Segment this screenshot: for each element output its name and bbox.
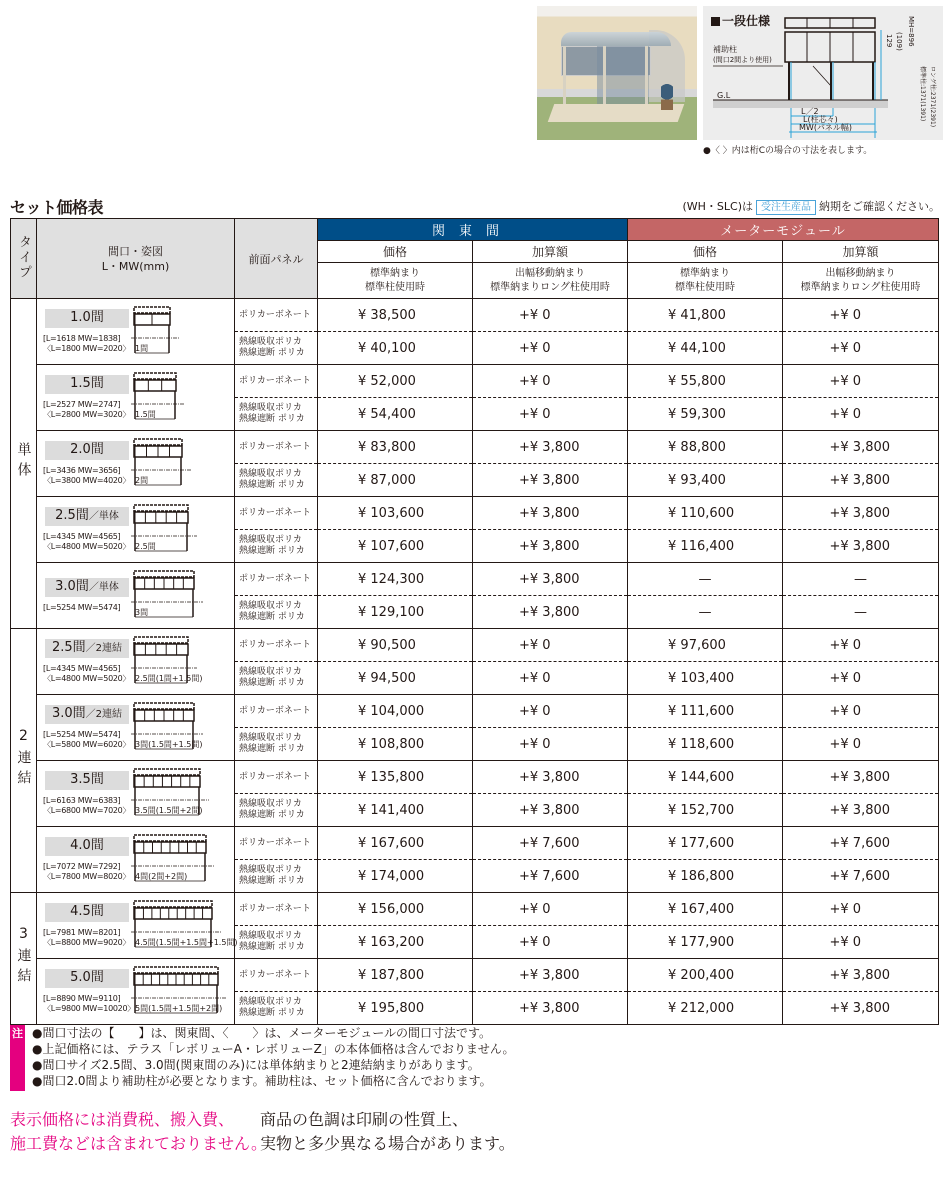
kanto-add: +¥ 3,800 [473, 596, 628, 629]
kanto-price: ¥ 174,000 [318, 860, 473, 893]
kanto-price: ¥ 83,800 [318, 431, 473, 464]
kanto-price: ¥ 187,800 [318, 959, 473, 992]
svg-text:補助柱: 補助柱 [713, 45, 737, 54]
figure-label: 3.5間(1.5間+2間) [135, 806, 203, 815]
kanto-add: +¥ 3,800 [473, 992, 628, 1025]
meter-add: +¥ 0 [783, 695, 939, 728]
meter-price: ¥ 59,300 [628, 398, 783, 431]
dimensions: [L=8890 MW=9110] 〈L=9800 MW=10020〉 [43, 994, 135, 1013]
panel-type: 熱線吸収ポリカ 熱線遮断 ポリカ [235, 926, 318, 959]
svg-text:MH=896: MH=896 [907, 16, 915, 47]
kanto-price: ¥ 124,300 [318, 563, 473, 596]
kanto-add: +¥ 3,800 [473, 431, 628, 464]
table-row [11, 299, 939, 332]
figure-label: 5間(1.5間+1.5間+2間) [135, 1004, 223, 1013]
table-row [11, 365, 939, 398]
meter-price: ¥ 186,800 [628, 860, 783, 893]
size-cell [37, 695, 235, 761]
panel-type: 熱線吸収ポリカ 熱線遮断 ポリカ [235, 794, 318, 827]
meter-price: ¥ 200,400 [628, 959, 783, 992]
svg-text:MW(パネル幅): MW(パネル幅) [799, 123, 853, 132]
panel-type: ポリカーボネート [235, 365, 318, 398]
meter-price: ¥ 41,800 [628, 299, 783, 332]
kanto-price: ¥ 103,600 [318, 497, 473, 530]
type-cell: 単体 [11, 299, 37, 629]
panel-type: 熱線吸収ポリカ 熱線遮断 ポリカ [235, 728, 318, 761]
table-row [11, 563, 939, 596]
kanto-price: ¥ 94,500 [318, 662, 473, 695]
header-meter-price: 価格 [628, 241, 783, 263]
meter-price: ¥ 144,600 [628, 761, 783, 794]
svg-text:L(柱芯々): L(柱芯々) [803, 115, 838, 124]
meter-add: +¥ 3,800 [783, 431, 939, 464]
meter-add: +¥ 3,800 [783, 992, 939, 1025]
kanto-price: ¥ 87,000 [318, 464, 473, 497]
size-cell [37, 563, 235, 629]
color-disclaimer: 商品の色調は印刷の性質上、 実物と多少異なる場合があります。 [260, 1110, 515, 1153]
meter-price: ¥ 44,100 [628, 332, 783, 365]
kanto-add: +¥ 0 [473, 365, 628, 398]
kanto-add: +¥ 0 [473, 629, 628, 662]
figure-label: 1間 [135, 344, 149, 353]
panel-type: ポリカーボネート [235, 959, 318, 992]
panel-type: ポリカーボネート [235, 695, 318, 728]
meter-add: +¥ 3,800 [783, 497, 939, 530]
kanto-add: +¥ 7,600 [473, 860, 628, 893]
kanto-price: ¥ 156,000 [318, 893, 473, 926]
kanto-price: ¥ 141,400 [318, 794, 473, 827]
kanto-add: +¥ 3,800 [473, 497, 628, 530]
figure-label: 3間(1.5間+1.5間) [135, 740, 203, 749]
size-cell [37, 893, 238, 959]
header-size: 間口・姿図 L・MW(mm) [37, 219, 235, 299]
size-label: 3.0間／単体 [45, 578, 129, 597]
table-row [11, 959, 939, 992]
size-cell [37, 959, 235, 1025]
kanto-add: +¥ 0 [473, 728, 628, 761]
order-note-suffix: 納期をご確認ください。 [819, 200, 940, 213]
svg-text:(間口2間より使用): (間口2間より使用) [713, 56, 772, 64]
size-label: 5.0間 [45, 969, 129, 988]
kanto-price: ¥ 40,100 [318, 332, 473, 365]
meter-price: ¥ 177,600 [628, 827, 783, 860]
panel-type: ポリカーボネート [235, 563, 318, 596]
size-label: 1.0間 [45, 309, 129, 328]
order-badge: 受注生産品 [756, 200, 816, 215]
price-table [10, 218, 939, 1025]
meter-add: +¥ 0 [783, 629, 939, 662]
meter-add: +¥ 7,600 [783, 827, 939, 860]
figure-label: 2.5間(1間+1.5間) [135, 674, 203, 683]
table-row [11, 893, 939, 926]
meter-price: ¥ 88,800 [628, 431, 783, 464]
note-item: ●間口寸法の【 】は、関東間、〈 〉は、メーターモジュールの間口寸法です。 [32, 1026, 492, 1040]
panel-type: 熱線吸収ポリカ 熱線遮断 ポリカ [235, 332, 318, 365]
meter-price: ¥ 116,400 [628, 530, 783, 563]
kanto-price: ¥ 167,600 [318, 827, 473, 860]
panel-type: ポリカーボネート [235, 497, 318, 530]
kanto-price: ¥ 52,000 [318, 365, 473, 398]
meter-add: +¥ 7,600 [783, 860, 939, 893]
spec-title: 一段仕様 [711, 12, 770, 29]
order-note [682, 198, 940, 215]
kanto-add: +¥ 3,800 [473, 761, 628, 794]
meter-add: +¥ 0 [783, 299, 939, 332]
panel-type: ポリカーボネート [235, 761, 318, 794]
svg-text:G.L: G.L [717, 91, 731, 100]
kanto-add: +¥ 3,800 [473, 794, 628, 827]
type-cell: 2連結 [11, 629, 37, 893]
size-cell [37, 497, 235, 563]
spec-diagram [703, 6, 943, 140]
kanto-add: +¥ 3,800 [473, 959, 628, 992]
meter-add: +¥ 3,800 [783, 464, 939, 497]
header-kanto-add: 加算額 [473, 241, 628, 263]
meter-price: ¥ 167,400 [628, 893, 783, 926]
kanto-price: ¥ 90,500 [318, 629, 473, 662]
notes [10, 1025, 515, 1089]
table-row [11, 827, 939, 860]
kanto-price: ¥ 195,800 [318, 992, 473, 1025]
kanto-add: +¥ 0 [473, 662, 628, 695]
kanto-add: +¥ 0 [473, 332, 628, 365]
svg-text:標準柱:1371(1391): 標準柱:1371(1391) [919, 66, 926, 122]
figure-label: 2間 [135, 476, 149, 485]
svg-text:129: 129 [885, 34, 893, 48]
meter-add: +¥ 3,800 [783, 761, 939, 794]
header-meter-add: 加算額 [783, 241, 939, 263]
dimensions: [L=7072 MW=7292] 〈L=7800 MW=8020〉 [43, 862, 131, 881]
panel-type: ポリカーボネート [235, 893, 318, 926]
order-note-prefix: (WH・SLC)は [682, 200, 753, 213]
kanto-price: ¥ 108,800 [318, 728, 473, 761]
meter-price: ¥ 97,600 [628, 629, 783, 662]
meter-add: +¥ 0 [783, 398, 939, 431]
tax-disclaimer: 表示価格には消費税、搬入費、 施工費などは含まれておりません。 [10, 1110, 267, 1153]
table-row [11, 497, 939, 530]
meter-price: ¥ 212,000 [628, 992, 783, 1025]
kanto-price: ¥ 129,100 [318, 596, 473, 629]
kanto-price: ¥ 104,000 [318, 695, 473, 728]
header-meter-price-sub: 標準納まり 標準柱使用時 [628, 263, 783, 299]
meter-add: +¥ 0 [783, 926, 939, 959]
figure-label: 4.5間(1.5間+1.5間+1.5間) [135, 938, 238, 947]
size-cell [37, 629, 235, 695]
meter-price: — [628, 596, 783, 629]
kanto-add: +¥ 0 [473, 695, 628, 728]
panel-type: ポリカーボネート [235, 629, 318, 662]
dimensions: [L=4345 MW=4565] 〈L=4800 MW=5020〉 [43, 664, 131, 683]
size-label: 3.0間／2連結 [45, 705, 129, 724]
header-panel: 前面パネル [235, 219, 318, 299]
size-cell [37, 365, 235, 431]
table-row [11, 761, 939, 794]
size-cell [37, 431, 235, 497]
svg-text:ロング柱:2371(2391): ロング柱:2371(2391) [929, 66, 936, 128]
figure-label: 3間 [135, 608, 149, 617]
meter-price: ¥ 177,900 [628, 926, 783, 959]
elevation-drawing [703, 6, 943, 140]
header-type: タイプ [11, 219, 37, 299]
dimensions: [L=5254 MW=5474] [43, 603, 121, 612]
dimensions: [L=6163 MW=6383] 〈L=6800 MW=7020〉 [43, 796, 131, 815]
panel-type: 熱線吸収ポリカ 熱線遮断 ポリカ [235, 662, 318, 695]
figure-label: 4間(2間+2間) [135, 872, 188, 881]
panel-type: 熱線吸収ポリカ 熱線遮断 ポリカ [235, 992, 318, 1025]
panel-type: 熱線吸収ポリカ 熱線遮断 ポリカ [235, 464, 318, 497]
size-cell [37, 299, 235, 365]
meter-add: +¥ 0 [783, 332, 939, 365]
meter-price: ¥ 55,800 [628, 365, 783, 398]
size-cell [37, 761, 235, 827]
figure-label: 2.5間 [135, 542, 156, 551]
dimensions: [L=3436 MW=3656] 〈L=3800 MW=4020〉 [43, 466, 131, 485]
note-item: ●上記価格には、テラス「レボリューA・レボリューZ」の本体価格は含んでおりません。 [32, 1042, 515, 1056]
meter-add: — [783, 596, 939, 629]
table-row [11, 629, 939, 662]
table-row [11, 431, 939, 464]
kanto-price: ¥ 38,500 [318, 299, 473, 332]
header-kanto-add-sub: 出幅移動納まり 標準納まりロング柱使用時 [473, 263, 628, 299]
size-label: 1.5間 [45, 375, 129, 394]
size-cell [37, 827, 235, 893]
table-row [11, 695, 939, 728]
note-tag: 注 [10, 1025, 25, 1091]
meter-add: +¥ 0 [783, 662, 939, 695]
panel-type: ポリカーボネート [235, 299, 318, 332]
dimensions: [L=5254 MW=5474] 〈L=5800 MW=6020〉 [43, 730, 131, 749]
meter-price: — [628, 563, 783, 596]
kanto-add: +¥ 0 [473, 299, 628, 332]
panel-type: 熱線吸収ポリカ 熱線遮断 ポリカ [235, 398, 318, 431]
meter-price: ¥ 118,600 [628, 728, 783, 761]
svg-text:L／2: L／2 [801, 107, 819, 116]
page-title: セット価格表 [10, 198, 104, 217]
spec-note: ●〈 〉内は桁Cの場合の寸法を表します。 [703, 146, 873, 156]
kanto-add: +¥ 0 [473, 398, 628, 431]
panel-type: 熱線吸収ポリカ 熱線遮断 ポリカ [235, 530, 318, 563]
size-label: 4.0間 [45, 837, 129, 856]
kanto-price: ¥ 54,400 [318, 398, 473, 431]
header-meter: メーターモジュール [628, 219, 939, 241]
kanto-add: +¥ 3,800 [473, 464, 628, 497]
kanto-price: ¥ 135,800 [318, 761, 473, 794]
dimensions: [L=4345 MW=4565] 〈L=4800 MW=5020〉 [43, 532, 131, 551]
meter-add: +¥ 0 [783, 728, 939, 761]
kanto-add: +¥ 0 [473, 926, 628, 959]
meter-add: +¥ 0 [783, 365, 939, 398]
meter-price: ¥ 110,600 [628, 497, 783, 530]
note-item: ●間口サイズ2.5間、3.0間(関東間のみ)には単体納まりと2連結納まりがあります。 [32, 1058, 480, 1072]
kanto-add: +¥ 3,800 [473, 563, 628, 596]
figure-label: 1.5間 [135, 410, 156, 419]
dimensions: [L=2527 MW=2747] 〈L=2800 MW=3020〉 [43, 400, 131, 419]
panel-type: ポリカーボネート [235, 827, 318, 860]
meter-price: ¥ 93,400 [628, 464, 783, 497]
header-kanto-price: 価格 [318, 241, 473, 263]
kanto-price: ¥ 107,600 [318, 530, 473, 563]
meter-add: — [783, 563, 939, 596]
size-label: 2.5間／単体 [45, 507, 129, 526]
meter-price: ¥ 152,700 [628, 794, 783, 827]
size-label: 3.5間 [45, 771, 129, 790]
product-photo [537, 6, 697, 140]
meter-add: +¥ 3,800 [783, 794, 939, 827]
kanto-add: +¥ 3,800 [473, 530, 628, 563]
svg-text:(109): (109) [895, 32, 903, 51]
kanto-add: +¥ 0 [473, 893, 628, 926]
header-kanto-price-sub: 標準納まり 標準柱使用時 [318, 263, 473, 299]
size-label: 4.5間 [45, 903, 129, 922]
kanto-add: +¥ 7,600 [473, 827, 628, 860]
header-kanto: 関東間 [318, 219, 628, 241]
meter-price: ¥ 103,400 [628, 662, 783, 695]
meter-add: +¥ 3,800 [783, 959, 939, 992]
size-label: 2.0間 [45, 441, 129, 460]
meter-add: +¥ 3,800 [783, 530, 939, 563]
dimensions: [L=7981 MW=8201] 〈L=8800 MW=9020〉 [43, 928, 131, 947]
type-cell: 3連結 [11, 893, 37, 1025]
size-label: 2.5間／2連結 [45, 639, 129, 658]
header-meter-add-sub: 出幅移動納まり 標準納まりロング柱使用時 [783, 263, 939, 299]
note-item: ●間口2.0間より補助柱が必要となります。補助柱は、セット価格に含んでおります。 [32, 1074, 492, 1088]
panel-type: 熱線吸収ポリカ 熱線遮断 ポリカ [235, 860, 318, 893]
panel-type: ポリカーボネート [235, 431, 318, 464]
kanto-price: ¥ 163,200 [318, 926, 473, 959]
dimensions: [L=1618 MW=1838] 〈L=1800 MW=2020〉 [43, 334, 131, 353]
meter-price: ¥ 111,600 [628, 695, 783, 728]
meter-add: +¥ 0 [783, 893, 939, 926]
panel-type: 熱線吸収ポリカ 熱線遮断 ポリカ [235, 596, 318, 629]
